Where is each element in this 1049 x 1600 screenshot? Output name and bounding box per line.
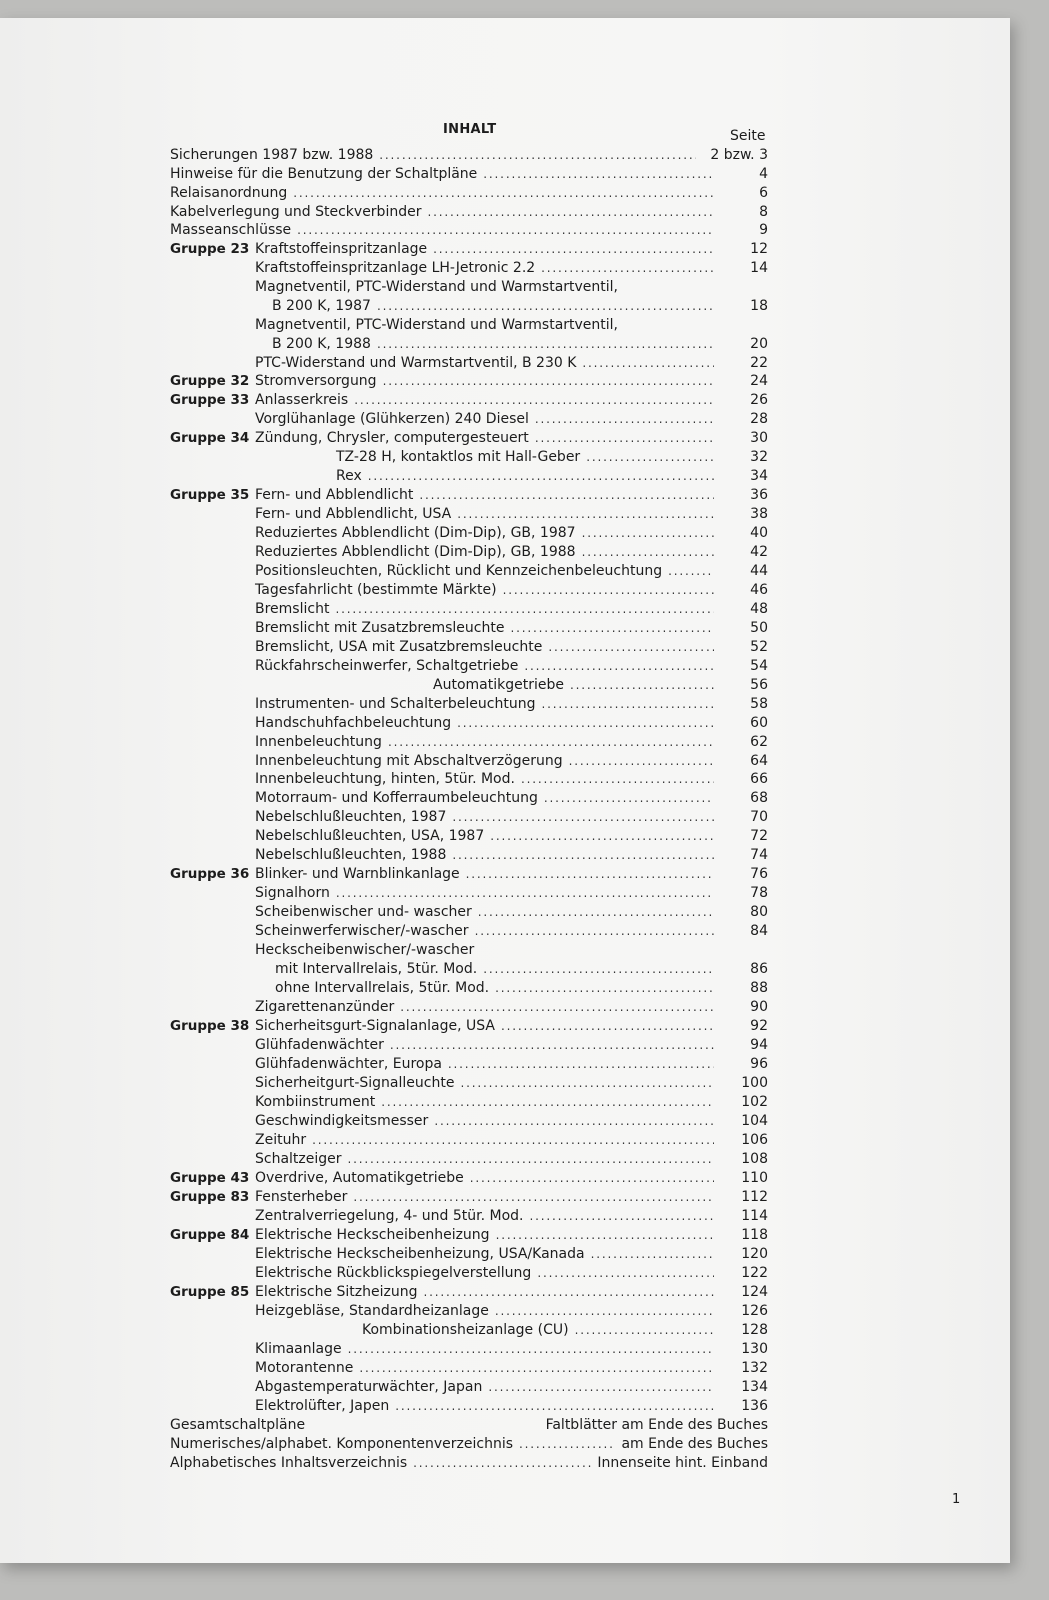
dot-leader — [368, 467, 714, 486]
toc-entry — [255, 316, 768, 335]
toc-entry — [255, 1036, 768, 1055]
toc-entry — [255, 278, 768, 297]
dot-leader — [348, 1150, 714, 1169]
entry-page-number: 32 — [750, 449, 768, 465]
entry-page-number: 20 — [750, 336, 768, 352]
dot-leader — [490, 827, 714, 846]
dot-leader — [475, 922, 714, 941]
entry-title: Elektrische Rückblickspiegelverstellung — [255, 1265, 532, 1281]
entry-page-number: 4 — [759, 166, 768, 182]
dot-leader — [452, 808, 714, 827]
entry-page-number: 114 — [741, 1208, 768, 1224]
entry-title: Fern- und Abblendlicht — [255, 487, 414, 503]
entry-title: Heckscheibenwischer/-wascher — [255, 942, 475, 958]
dot-leader — [495, 1302, 714, 1321]
toc-entry — [336, 467, 768, 486]
entry-page-number: 74 — [750, 847, 768, 863]
entry-page-number: 8 — [759, 204, 768, 220]
group-label: Gruppe 23 — [170, 241, 250, 257]
entry-title: Heizgebläse, Standardheizanlage — [255, 1303, 489, 1319]
dot-leader — [582, 524, 714, 543]
entry-page-number: 62 — [750, 734, 768, 750]
entry-page-number: 28 — [750, 411, 768, 427]
entry-page-number: 104 — [741, 1113, 768, 1129]
entry-page-number: 106 — [741, 1132, 768, 1148]
entry-title: Bremslicht — [255, 601, 330, 617]
entry-page-number: 26 — [750, 392, 768, 408]
dot-leader — [569, 752, 714, 771]
toc-entry — [255, 1226, 768, 1245]
entry-page-number: 48 — [750, 601, 768, 617]
toc-entry — [433, 676, 768, 695]
group-label: Gruppe 85 — [170, 1284, 250, 1300]
entry-page-number: 130 — [741, 1341, 768, 1357]
entry-page-number: 120 — [741, 1246, 768, 1262]
entry-page-number: 68 — [750, 790, 768, 806]
toc-entry — [275, 979, 768, 998]
entry-title: Schaltzeiger — [255, 1151, 342, 1167]
toc-entry — [275, 960, 768, 979]
entry-title: Zigarettenanzünder — [255, 999, 395, 1015]
entry-page-reference: Innenseite hint. Einband — [597, 1455, 768, 1471]
group-label: Gruppe 83 — [170, 1189, 250, 1205]
entry-title: Motorantenne — [255, 1360, 354, 1376]
dot-leader — [530, 1207, 715, 1226]
entry-page-number: 88 — [750, 980, 768, 996]
entry-title: Numerisches/alphabet. Komponentenverzeichnis — [170, 1436, 514, 1452]
entry-title: Klimaanlage — [255, 1341, 342, 1357]
toc-entry — [170, 184, 768, 203]
entry-title: Scheibenwischer und- wascher — [255, 904, 472, 920]
dot-leader — [419, 486, 714, 505]
dot-leader — [544, 789, 714, 808]
entry-title: ohne Intervallrelais, 5tür. Mod. — [275, 980, 490, 996]
entry-page-number: 18 — [750, 298, 768, 314]
entry-title: Masseanschlüsse — [170, 222, 292, 238]
dot-leader — [457, 714, 714, 733]
dot-leader — [488, 1378, 714, 1397]
toc-entry — [255, 884, 768, 903]
toc-entry — [255, 998, 768, 1017]
dot-leader — [390, 1036, 714, 1055]
entry-title: Gesamtschaltpläne — [170, 1417, 306, 1433]
dot-leader — [521, 770, 714, 789]
dot-leader — [413, 1454, 591, 1473]
entry-title: Reduziertes Abblendlicht (Dim-Dip), GB, 1988 — [255, 544, 576, 560]
dot-leader — [582, 354, 714, 373]
toc-entry — [255, 1112, 768, 1131]
entry-title: Fern- und Abblendlicht, USA — [255, 506, 452, 522]
toc-entry — [362, 1321, 768, 1340]
entry-title: Zeituhr — [255, 1132, 307, 1148]
entry-page-number: 42 — [750, 544, 768, 560]
toc-entry — [255, 695, 768, 714]
entry-page-number: 9 — [759, 222, 768, 238]
page-column-label: Seite — [730, 128, 766, 144]
dot-leader — [460, 1074, 714, 1093]
dot-leader — [586, 448, 714, 467]
entry-page-number: 2 bzw. 3 — [710, 147, 768, 163]
dot-leader — [377, 335, 714, 354]
entry-page-number: 54 — [750, 658, 768, 674]
entry-page-number: 96 — [750, 1056, 768, 1072]
entry-page-number: 22 — [750, 355, 768, 371]
toc-entry — [255, 1340, 768, 1359]
toc-entry — [336, 448, 768, 467]
dot-leader — [496, 1226, 714, 1245]
dot-leader — [537, 1264, 714, 1283]
entry-page-number: 44 — [750, 563, 768, 579]
entry-title: Instrumenten- und Schalterbeleuchtung — [255, 696, 536, 712]
entry-page-number: 124 — [741, 1284, 768, 1300]
group-label: Gruppe 33 — [170, 392, 250, 408]
toc-entry — [255, 1378, 768, 1397]
entry-page-number: 76 — [750, 866, 768, 882]
toc-entry — [170, 203, 768, 222]
entry-title: Blinker- und Warnblinkanlage — [255, 866, 460, 882]
toc-entry — [255, 733, 768, 752]
toc-entry — [255, 240, 768, 259]
dot-leader — [448, 1055, 714, 1074]
group-label: Gruppe 35 — [170, 487, 250, 503]
entry-title: Zentralverriegelung, 4- und 5tür. Mod. — [255, 1208, 524, 1224]
toc-entry — [255, 410, 768, 429]
entry-page-reference: Faltblätter am Ende des Buches — [545, 1417, 768, 1433]
entry-page-number: 84 — [750, 923, 768, 939]
entry-title: Anlasserkreis — [255, 392, 349, 408]
dot-leader — [434, 1112, 714, 1131]
entry-page-number: 12 — [750, 241, 768, 257]
entry-title: Signalhorn — [255, 885, 330, 901]
group-label: Gruppe 36 — [170, 866, 250, 882]
toc-entry — [255, 505, 768, 524]
toc-entry — [255, 486, 768, 505]
entry-title: Geschwindigkeitsmesser — [255, 1113, 429, 1129]
entry-title: Kraftstoffeinspritzanlage — [255, 241, 428, 257]
entry-page-number: 86 — [750, 961, 768, 977]
group-label: Gruppe 34 — [170, 430, 250, 446]
entry-title: Bremslicht mit Zusatzbremsleuchte — [255, 620, 505, 636]
toc-entry — [255, 770, 768, 789]
toc-entry — [255, 638, 768, 657]
toc-entry — [255, 1074, 768, 1093]
entry-title: TZ-28 H, kontaktlos mit Hall-Geber — [336, 449, 581, 465]
toc-entry — [255, 1397, 768, 1416]
dot-leader — [575, 1321, 714, 1340]
entry-page-number: 112 — [741, 1189, 768, 1205]
dot-leader — [503, 581, 714, 600]
entry-title: Elektrische Heckscheibenheizung, USA/Kanada — [255, 1246, 585, 1262]
entry-title: Hinweise für die Benutzung der Schaltpläne — [170, 166, 478, 182]
toc-entry — [255, 1245, 768, 1264]
entry-page-number: 90 — [750, 999, 768, 1015]
entry-title: Kraftstoffeinspritzanlage LH-Jetronic 2.2 — [255, 260, 536, 276]
toc-entry — [255, 808, 768, 827]
entry-page-number: 78 — [750, 885, 768, 901]
toc-entry — [170, 221, 768, 240]
toc-entry — [255, 1131, 768, 1150]
entry-title: Vorglühanlage (Glühkerzen) 240 Diesel — [255, 411, 529, 427]
dot-leader — [388, 733, 714, 752]
entry-title: Elektrolüfter, Japen — [255, 1398, 390, 1414]
table-of-contents — [0, 18, 1010, 1563]
dot-leader — [377, 297, 714, 316]
group-label: Gruppe 38 — [170, 1018, 250, 1034]
entry-page-number: 58 — [750, 696, 768, 712]
entry-page-number: 118 — [741, 1227, 768, 1243]
toc-entry — [255, 1188, 768, 1207]
entry-page-number: 102 — [741, 1094, 768, 1110]
dot-leader — [312, 1131, 714, 1150]
dot-leader — [495, 979, 714, 998]
entry-page-number: 72 — [750, 828, 768, 844]
toc-entry — [255, 865, 768, 884]
toc-entry — [255, 1150, 768, 1169]
dot-leader — [470, 1169, 714, 1188]
entry-page-number: 6 — [759, 185, 768, 201]
entry-title: Elektrische Sitzheizung — [255, 1284, 418, 1300]
entry-title: Innenbeleuchtung mit Abschaltverzögerung — [255, 753, 563, 769]
entry-page-number: 134 — [741, 1379, 768, 1395]
entry-title: Bremslicht, USA mit Zusatzbremsleuchte — [255, 639, 543, 655]
toc-entry — [255, 941, 768, 960]
dot-leader — [591, 1245, 714, 1264]
dot-leader — [433, 240, 714, 259]
entry-title: B 200 K, 1988 — [272, 336, 371, 352]
entry-page-number: 132 — [741, 1360, 768, 1376]
toc-entry — [255, 619, 768, 638]
entry-title: Elektrische Heckscheibenheizung — [255, 1227, 490, 1243]
toc-entry — [170, 165, 768, 184]
entry-title: Kombinationsheizanlage (CU) — [362, 1322, 569, 1338]
entry-title: PTC-Widerstand und Warmstartventil, B 230 K — [255, 355, 577, 371]
entry-title: Positionsleuchten, Rücklicht und Kennzeichenbeleuchtung — [255, 563, 663, 579]
toc-entry — [170, 146, 768, 165]
dot-leader — [570, 676, 714, 695]
entry-page-number: 70 — [750, 809, 768, 825]
dot-leader — [548, 638, 714, 657]
entry-page-number: 24 — [750, 373, 768, 389]
entry-title: Magnetventil, PTC-Widerstand und Warmstartventil, — [255, 317, 619, 333]
dot-leader — [452, 846, 714, 865]
dot-leader — [541, 695, 714, 714]
toc-entry — [255, 562, 768, 581]
entry-title: Sicherheitgurt-Signalleuchte — [255, 1075, 455, 1091]
entry-title: Nebelschlußleuchten, 1988 — [255, 847, 447, 863]
dot-leader — [335, 600, 714, 619]
toc-entry — [272, 297, 768, 316]
entry-page-number: 52 — [750, 639, 768, 655]
entry-page-number: 122 — [741, 1265, 768, 1281]
entry-title: Innenbeleuchtung — [255, 734, 382, 750]
dot-leader — [519, 1435, 615, 1454]
dot-leader — [336, 884, 714, 903]
entry-title: Kombiinstrument — [255, 1094, 376, 1110]
toc-entry — [255, 1283, 768, 1302]
toc-entry — [255, 1359, 768, 1378]
entry-title: Zündung, Chrysler, computergesteuert — [255, 430, 529, 446]
entry-title: Stromversorgung — [255, 373, 377, 389]
entry-page-number: 64 — [750, 753, 768, 769]
dot-leader — [381, 1093, 714, 1112]
entry-title: Glühfadenwächter — [255, 1037, 384, 1053]
entry-title: Tagesfahrlicht (bestimmte Märkte) — [255, 582, 497, 598]
entry-title: Relaisanordnung — [170, 185, 288, 201]
dot-leader — [541, 259, 714, 278]
toc-entry — [255, 1302, 768, 1321]
entry-page-number: 100 — [741, 1075, 768, 1091]
dot-leader — [427, 203, 714, 222]
entry-page-number: 46 — [750, 582, 768, 598]
dot-leader — [466, 865, 714, 884]
document-page — [0, 18, 1010, 1563]
entry-title: Kabelverlegung und Steckverbinder — [170, 204, 422, 220]
dot-leader — [535, 410, 714, 429]
entry-page-number: 56 — [750, 677, 768, 693]
dot-leader — [524, 657, 714, 676]
dot-leader — [359, 1359, 714, 1378]
entry-page-number: 36 — [750, 487, 768, 503]
dot-leader — [379, 146, 696, 165]
toc-entry — [255, 354, 768, 373]
entry-page-number: 128 — [741, 1322, 768, 1338]
toc-entry — [255, 600, 768, 619]
toc-entry — [255, 581, 768, 600]
entry-page-number: 66 — [750, 771, 768, 787]
toc-entry — [255, 524, 768, 543]
toc-entry — [255, 372, 768, 391]
entry-page-number: 92 — [750, 1018, 768, 1034]
entry-title: Sicherungen 1987 bzw. 1988 — [170, 147, 374, 163]
entry-page-number: 126 — [741, 1303, 768, 1319]
entry-page-reference: am Ende des Buches — [621, 1436, 768, 1452]
toc-entry — [255, 1093, 768, 1112]
toc-entry — [255, 429, 768, 448]
entry-title: Innenbeleuchtung, hinten, 5tür. Mod. — [255, 771, 515, 787]
toc-entry — [255, 1207, 768, 1226]
dot-leader — [510, 619, 714, 638]
dot-leader — [297, 221, 714, 240]
group-label: Gruppe 84 — [170, 1227, 250, 1243]
toc-entry — [255, 1169, 768, 1188]
entry-title: Scheinwerferwischer/-wascher — [255, 923, 469, 939]
toc-entry — [255, 1264, 768, 1283]
entry-page-number: 136 — [741, 1398, 768, 1414]
dot-leader — [293, 184, 714, 203]
entry-title: Handschuhfachbeleuchtung — [255, 715, 452, 731]
toc-entry — [170, 1435, 768, 1454]
dot-leader — [483, 960, 714, 979]
toc-entry — [255, 922, 768, 941]
dot-leader — [348, 1340, 714, 1359]
group-label: Gruppe 43 — [170, 1170, 250, 1186]
dot-leader — [483, 165, 714, 184]
toc-entry — [170, 1416, 768, 1435]
entry-title: Nebelschlußleuchten, USA, 1987 — [255, 828, 485, 844]
dot-leader — [354, 391, 714, 410]
dot-leader — [383, 372, 714, 391]
dot-leader — [668, 562, 714, 581]
entry-page-number: 14 — [750, 260, 768, 276]
entry-page-number: 30 — [750, 430, 768, 446]
toc-entry — [255, 1055, 768, 1074]
toc-entry — [255, 657, 768, 676]
entry-page-number: 60 — [750, 715, 768, 731]
entry-page-number: 40 — [750, 525, 768, 541]
dot-leader — [400, 998, 714, 1017]
entry-title: Automatikgetriebe — [433, 677, 564, 693]
dot-leader — [395, 1397, 714, 1416]
dot-leader — [478, 903, 714, 922]
entry-page-number: 38 — [750, 506, 768, 522]
toc-entry — [255, 1017, 768, 1036]
entry-title: Rex — [336, 468, 362, 484]
entry-title: Alphabetisches Inhaltsverzeichnis — [170, 1455, 408, 1471]
entry-title: Fensterheber — [255, 1189, 348, 1205]
toc-entry — [255, 259, 768, 278]
dot-leader — [501, 1017, 714, 1036]
toc-entry — [255, 846, 768, 865]
toc-entry — [255, 789, 768, 808]
entry-title: Sicherheitsgurt-Signalanlage, USA — [255, 1018, 495, 1034]
entry-title: B 200 K, 1987 — [272, 298, 371, 314]
contents-heading: INHALT — [443, 122, 497, 137]
entry-title: Glühfadenwächter, Europa — [255, 1056, 442, 1072]
entry-page-number: 108 — [741, 1151, 768, 1167]
toc-entry — [255, 543, 768, 562]
dot-leader — [424, 1283, 715, 1302]
dot-leader — [353, 1188, 714, 1207]
toc-entry — [255, 903, 768, 922]
entry-title: mit Intervallrelais, 5tür. Mod. — [275, 961, 478, 977]
dot-leader — [535, 429, 714, 448]
toc-entry — [170, 1454, 768, 1473]
entry-page-number: 110 — [741, 1170, 768, 1186]
entry-title: Magnetventil, PTC-Widerstand und Warmstartventil, — [255, 279, 619, 295]
toc-entry — [255, 714, 768, 733]
toc-entry — [272, 335, 768, 354]
entry-title: Rückfahrscheinwerfer, Schaltgetriebe — [255, 658, 519, 674]
toc-entry — [255, 827, 768, 846]
entry-page-number: 50 — [750, 620, 768, 636]
page-number: 1 — [952, 1492, 961, 1507]
entry-page-number: 94 — [750, 1037, 768, 1053]
entry-title: Nebelschlußleuchten, 1987 — [255, 809, 447, 825]
entry-title: Abgastemperaturwächter, Japan — [255, 1379, 483, 1395]
entry-title: Reduziertes Abblendlicht (Dim-Dip), GB, 1987 — [255, 525, 576, 541]
entry-title: Overdrive, Automatikgetriebe — [255, 1170, 464, 1186]
entry-page-number: 34 — [750, 468, 768, 484]
toc-entry — [255, 752, 768, 771]
entry-page-number: 80 — [750, 904, 768, 920]
dot-leader — [457, 505, 714, 524]
group-label: Gruppe 32 — [170, 373, 250, 389]
dot-leader — [582, 543, 714, 562]
toc-entry — [255, 391, 768, 410]
entry-title: Motorraum- und Kofferraumbeleuchtung — [255, 790, 538, 806]
